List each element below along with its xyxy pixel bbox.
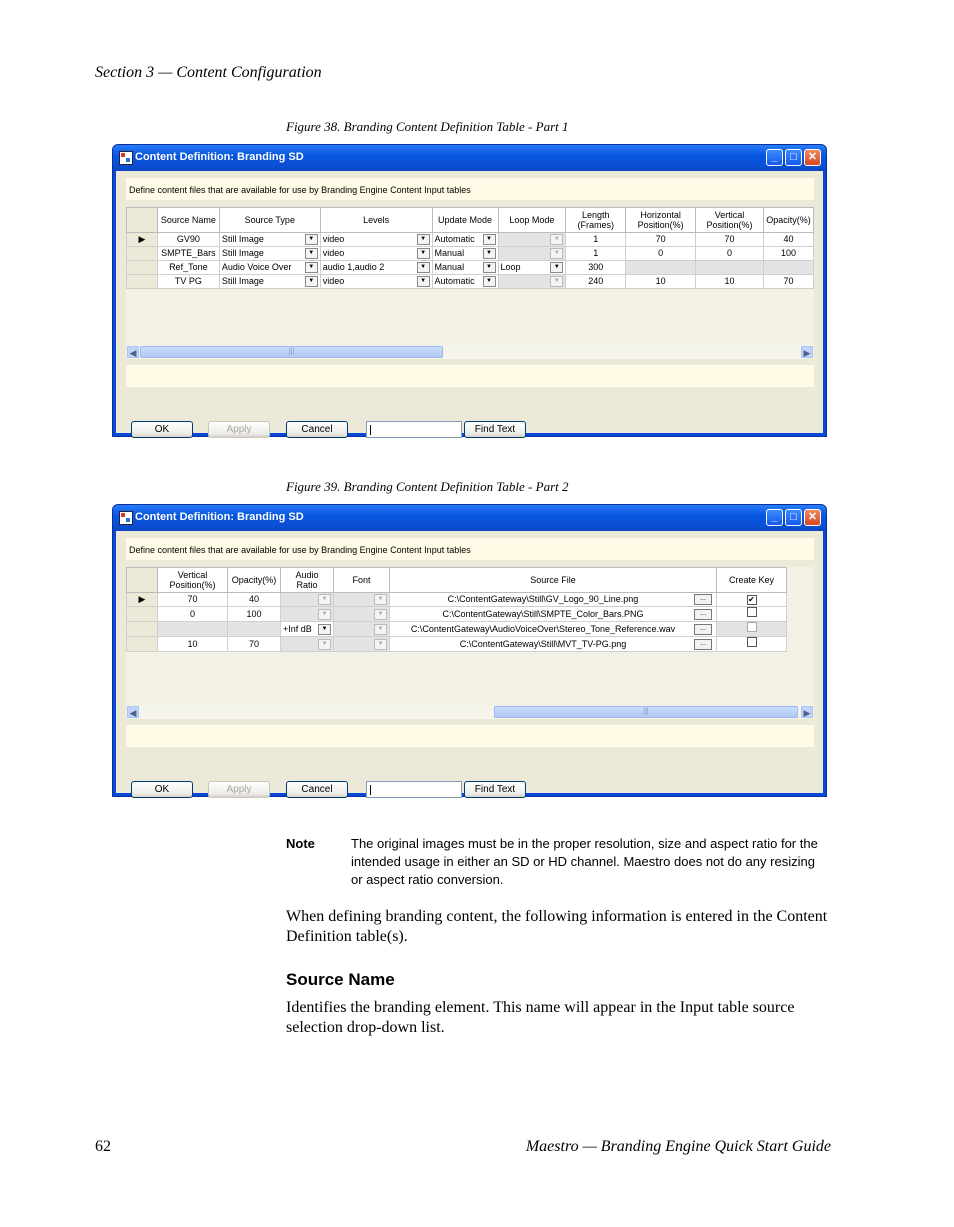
row-header-corner	[127, 208, 158, 233]
dropdown-arrow-icon[interactable]: ▼	[483, 276, 496, 287]
table-row[interactable]	[127, 607, 787, 622]
dropdown-arrow-icon: ▼	[374, 594, 387, 605]
create-key-checkbox[interactable]: ✔	[748, 595, 755, 604]
dropdown-arrow-icon: ▼	[550, 234, 563, 245]
find-text-input[interactable]	[366, 781, 462, 798]
levels-value: video	[322, 276, 345, 286]
content-definition-window-part1	[112, 144, 827, 437]
cell-vertical-position[interactable]: 70	[158, 593, 228, 607]
cell-audio-ratio[interactable]	[281, 622, 334, 637]
table-row[interactable]	[127, 275, 814, 289]
cell-vertical-position[interactable]: 0	[696, 247, 764, 261]
window-title: Content Definition: Branding SD	[135, 151, 304, 163]
dropdown-arrow-icon[interactable]: ▼	[417, 262, 430, 273]
col-length-line2: (Frames)	[577, 220, 615, 230]
col-vpos-line2: Position(%)	[706, 220, 753, 230]
cell-levels[interactable]	[320, 233, 432, 247]
cell-source-file[interactable]	[390, 593, 717, 607]
scroll-left-button[interactable]	[127, 706, 139, 718]
header-row	[127, 568, 787, 593]
cell-source-type[interactable]	[219, 275, 320, 289]
dropdown-arrow-icon: ▼	[550, 276, 563, 287]
app-icon	[119, 151, 133, 165]
source-type-value: Still Image	[221, 276, 264, 286]
maximize-icon: □	[790, 511, 797, 523]
row-selector[interactable]	[127, 247, 158, 261]
cell-length[interactable]: 1	[566, 247, 626, 261]
cell-vertical-position[interactable]: 0	[158, 607, 228, 622]
cancel-button[interactable]: Cancel	[286, 781, 348, 798]
col-vertical-position[interactable]	[696, 208, 764, 233]
minimize-button[interactable]	[766, 509, 783, 526]
ok-button[interactable]: OK	[131, 781, 193, 798]
col-audio-line2: Ratio	[296, 580, 318, 590]
cell-source-file[interactable]	[390, 637, 717, 652]
horizontal-scrollbar[interactable]	[126, 705, 814, 719]
cell-levels[interactable]	[320, 261, 432, 275]
cell-source-name[interactable]: TV PG	[157, 275, 219, 289]
grip-icon: |||	[288, 348, 295, 355]
cell-opacity	[228, 622, 281, 637]
scrollbar-thumb[interactable]	[140, 346, 443, 358]
section-heading: Source Name	[286, 970, 395, 989]
dropdown-arrow-icon: ▼	[318, 609, 331, 620]
cell-horizontal-position[interactable]: 10	[626, 275, 696, 289]
cell-update-mode[interactable]	[432, 275, 498, 289]
update-mode-value: Manual	[434, 262, 465, 272]
ok-button[interactable]: OK	[131, 421, 193, 438]
cancel-button[interactable]: Cancel	[286, 421, 348, 438]
col-hpos-line2: Position(%)	[637, 220, 684, 230]
cell-font	[334, 607, 390, 622]
dropdown-arrow-icon[interactable]: ▼	[417, 234, 430, 245]
create-key-checkbox[interactable]	[747, 607, 757, 617]
source-type-value: Still Image	[221, 248, 264, 258]
scroll-right-button[interactable]	[801, 706, 813, 718]
cell-opacity[interactable]: 40	[763, 233, 813, 247]
scrollbar-thumb[interactable]	[494, 706, 798, 718]
status-bar	[126, 725, 814, 747]
loop-mode-value: Loop	[500, 262, 521, 272]
cell-opacity[interactable]: 100	[763, 247, 813, 261]
chevron-left-icon: ◀	[129, 708, 137, 718]
cell-horizontal-position[interactable]: 0	[626, 247, 696, 261]
dropdown-arrow-icon[interactable]: ▼	[483, 248, 496, 259]
cell-source-file[interactable]	[390, 622, 717, 637]
apply-button: Apply	[208, 781, 270, 798]
table-row[interactable]	[127, 233, 814, 247]
window-client	[116, 171, 823, 433]
cell-create-key[interactable]	[717, 593, 787, 607]
window-titlebar[interactable]	[113, 505, 826, 531]
col-create-key[interactable]: Create Key	[717, 568, 787, 593]
row-selector-current[interactable]	[127, 233, 158, 247]
cell-opacity[interactable]: 100	[228, 607, 281, 622]
row-selector[interactable]	[127, 622, 158, 637]
find-text-input[interactable]	[366, 421, 462, 438]
scroll-right-button[interactable]	[801, 346, 813, 358]
dropdown-arrow-icon: ▼	[318, 639, 331, 650]
browse-ellipsis-button[interactable]: ...	[694, 639, 712, 650]
table-row[interactable]	[127, 622, 787, 637]
row-selector[interactable]	[127, 607, 158, 622]
close-icon: ✕	[807, 151, 818, 163]
window-title: Content Definition: Branding SD	[135, 511, 304, 523]
cell-audio-ratio	[281, 607, 334, 622]
cell-opacity[interactable]: 70	[228, 637, 281, 652]
cell-levels[interactable]	[320, 275, 432, 289]
source-type-value: Audio Voice Over	[221, 262, 292, 272]
cell-opacity[interactable]: 70	[763, 275, 813, 289]
description-text: Define content files that are available for use by Branding Engine Content Input tables	[126, 178, 814, 200]
dropdown-arrow-icon: ▼	[318, 594, 331, 605]
row-selector[interactable]	[127, 637, 158, 652]
cell-opacity	[763, 261, 813, 275]
cell-update-mode[interactable]	[432, 233, 498, 247]
minimize-icon: _	[771, 511, 778, 523]
find-text-button[interactable]: Find Text	[464, 421, 526, 438]
cell-create-key	[717, 622, 787, 637]
cell-font	[334, 622, 390, 637]
source-file-value: C:\ContentGateway\AudioVoiceOver\Stereo_Tone_Reference.wav	[410, 623, 676, 634]
content-grid[interactable]	[126, 567, 814, 705]
levels-value: video	[322, 234, 345, 244]
description-text: Define content files that are available for use by Branding Engine Content Input tables	[126, 538, 814, 560]
col-font[interactable]: Font	[334, 568, 390, 593]
cell-length[interactable]: 240	[566, 275, 626, 289]
cell-vertical-position[interactable]: 10	[158, 637, 228, 652]
browse-ellipsis-button[interactable]: ...	[694, 624, 712, 635]
cell-horizontal-position	[626, 261, 696, 275]
create-key-checkbox[interactable]	[747, 637, 757, 647]
cell-opacity[interactable]: 40	[228, 593, 281, 607]
section-header: Section 3 — Content Configuration	[95, 64, 322, 81]
note-label: Note	[286, 836, 315, 851]
cell-create-key[interactable]	[717, 637, 787, 652]
content-grid[interactable]	[126, 207, 814, 345]
levels-value: video	[322, 248, 345, 258]
row-selector-current[interactable]	[127, 593, 158, 607]
chevron-right-icon: ▶	[803, 348, 811, 358]
intro-paragraph: When defining branding content, the following information is entered in the Content Definition table(s).	[286, 908, 828, 945]
cell-source-type[interactable]	[219, 247, 320, 261]
col-source-name[interactable]: Source Name	[157, 208, 219, 233]
grip-icon: |||	[643, 708, 649, 715]
maximize-icon: □	[790, 151, 797, 163]
col-loop-mode[interactable]: Loop Mode	[498, 208, 566, 233]
current-row-arrow-icon: ▶	[138, 234, 146, 244]
cell-source-file[interactable]	[390, 607, 717, 622]
row-selector[interactable]	[127, 261, 158, 275]
source-file-value: C:\ContentGateway\Still\SMPTE_Color_Bars.PNG	[442, 608, 644, 619]
cell-levels[interactable]	[320, 247, 432, 261]
figure-39-caption: Figure 39. Branding Content Definition Table - Part 2	[286, 479, 569, 494]
page-number: 62	[95, 1138, 111, 1155]
maximize-button[interactable]	[785, 509, 802, 526]
cell-create-key[interactable]	[717, 607, 787, 622]
col-audio-ratio[interactable]	[281, 568, 334, 593]
cell-font	[334, 637, 390, 652]
row-header-corner	[127, 568, 158, 593]
cell-vertical-position	[158, 622, 228, 637]
app-icon	[119, 511, 133, 525]
row-selector[interactable]	[127, 275, 158, 289]
col-source-type[interactable]: Source Type	[219, 208, 320, 233]
dropdown-arrow-icon: ▼	[374, 609, 387, 620]
audio-ratio-value: +Inf dB	[283, 623, 312, 634]
dropdown-arrow-icon[interactable]: ▼	[550, 262, 563, 273]
cell-source-name[interactable]: SMPTE_Bars	[157, 247, 219, 261]
chevron-left-icon: ◀	[129, 348, 137, 358]
close-icon: ✕	[807, 511, 818, 523]
table-row[interactable]	[127, 593, 787, 607]
apply-button: Apply	[208, 421, 270, 438]
col-horizontal-position[interactable]	[626, 208, 696, 233]
table-row[interactable]	[127, 637, 787, 652]
col-opacity[interactable]: Opacity(%)	[763, 208, 813, 233]
col-vertical-position[interactable]	[158, 568, 228, 593]
dropdown-arrow-icon[interactable]: ▼	[305, 276, 318, 287]
find-text-button[interactable]: Find Text	[464, 781, 526, 798]
cell-loop-mode	[498, 247, 566, 261]
cell-length[interactable]: 1	[566, 233, 626, 247]
dropdown-arrow-icon[interactable]: ▼	[305, 248, 318, 259]
cell-source-name[interactable]: GV90	[157, 233, 219, 247]
window-titlebar[interactable]	[113, 145, 826, 171]
close-button[interactable]	[804, 509, 821, 526]
dropdown-arrow-icon[interactable]: ▼	[417, 248, 430, 259]
dropdown-arrow-icon: ▼	[374, 624, 387, 635]
source-type-value: Still Image	[221, 234, 264, 244]
col-update-mode[interactable]: Update Mode	[432, 208, 498, 233]
browse-ellipsis-button[interactable]: ...	[694, 594, 712, 605]
cell-audio-ratio	[281, 637, 334, 652]
browse-ellipsis-button[interactable]: ...	[694, 609, 712, 620]
table-row[interactable]	[127, 261, 814, 275]
cell-vertical-position[interactable]: 10	[696, 275, 764, 289]
dropdown-arrow-icon[interactable]: ▼	[305, 262, 318, 273]
dropdown-arrow-icon: ▼	[550, 248, 563, 259]
dropdown-arrow-icon[interactable]: ▼	[318, 624, 331, 635]
col-vpos-line1: Vertical	[177, 570, 208, 580]
maximize-button[interactable]	[785, 149, 802, 166]
col-length[interactable]	[566, 208, 626, 233]
chevron-right-icon: ▶	[803, 708, 811, 718]
guide-title: Maestro — Branding Engine Quick Start Guide	[525, 1138, 831, 1155]
status-bar	[126, 365, 814, 387]
dropdown-arrow-icon: ▼	[374, 639, 387, 650]
source-file-value: C:\ContentGateway\Still\MVT_TV-PG.png	[459, 638, 627, 649]
table-row[interactable]	[127, 247, 814, 261]
header-row	[127, 208, 814, 233]
content-definition-window-part2	[112, 504, 827, 797]
minimize-button[interactable]	[766, 149, 783, 166]
cell-update-mode[interactable]	[432, 261, 498, 275]
cell-loop-mode	[498, 233, 566, 247]
cell-length[interactable]: 300	[566, 261, 626, 275]
cell-vertical-position	[696, 261, 764, 275]
col-opacity[interactable]: Opacity(%)	[228, 568, 281, 593]
note-text: The original images must be in the proper resolution, size and aspect ratio for the intended usage in either an SD or HD channel. Maestro does not do any resizing or aspect ratio conversion.	[351, 836, 818, 887]
cell-source-name[interactable]: Ref_Tone	[157, 261, 219, 275]
minimize-icon: _	[771, 151, 778, 163]
col-vpos-line2: Position(%)	[169, 580, 216, 590]
col-hpos-line1: Horizontal	[640, 210, 681, 220]
dropdown-arrow-icon[interactable]: ▼	[483, 234, 496, 245]
create-key-checkbox	[747, 622, 757, 632]
update-mode-value: Manual	[434, 248, 465, 258]
col-audio-line1: Audio	[295, 570, 319, 580]
cell-horizontal-position[interactable]: 70	[626, 233, 696, 247]
window-client	[116, 531, 823, 793]
update-mode-value: Automatic	[434, 234, 475, 244]
cell-source-type[interactable]	[219, 233, 320, 247]
update-mode-value: Automatic	[434, 276, 475, 286]
current-row-arrow-icon: ▶	[138, 594, 146, 604]
levels-value: audio 1,audio 2	[322, 262, 385, 272]
figure-38-caption: Figure 38. Branding Content Definition Table - Part 1	[286, 119, 569, 134]
cell-loop-mode[interactable]	[498, 261, 566, 275]
cell-source-type[interactable]	[219, 261, 320, 275]
col-length-line1: Length	[582, 210, 610, 220]
col-source-file[interactable]: Source File	[390, 568, 717, 593]
cell-update-mode[interactable]	[432, 247, 498, 261]
source-name-paragraph: Identifies the branding element. This name will appear in the Input table source selection drop-down list.	[286, 999, 795, 1036]
cell-loop-mode	[498, 275, 566, 289]
dropdown-arrow-icon[interactable]: ▼	[305, 234, 318, 245]
cell-font	[334, 593, 390, 607]
scroll-left-button[interactable]	[127, 346, 139, 358]
col-vpos-line1: Vertical	[714, 210, 745, 220]
cell-audio-ratio	[281, 593, 334, 607]
dropdown-arrow-icon[interactable]: ▼	[483, 262, 496, 273]
source-file-value: C:\ContentGateway\Still\GV_Logo_90_Line.png	[447, 594, 639, 604]
col-levels[interactable]: Levels	[320, 208, 432, 233]
dropdown-arrow-icon[interactable]: ▼	[417, 276, 430, 287]
cell-vertical-position[interactable]: 70	[696, 233, 764, 247]
close-button[interactable]	[804, 149, 821, 166]
horizontal-scrollbar[interactable]	[126, 345, 814, 359]
